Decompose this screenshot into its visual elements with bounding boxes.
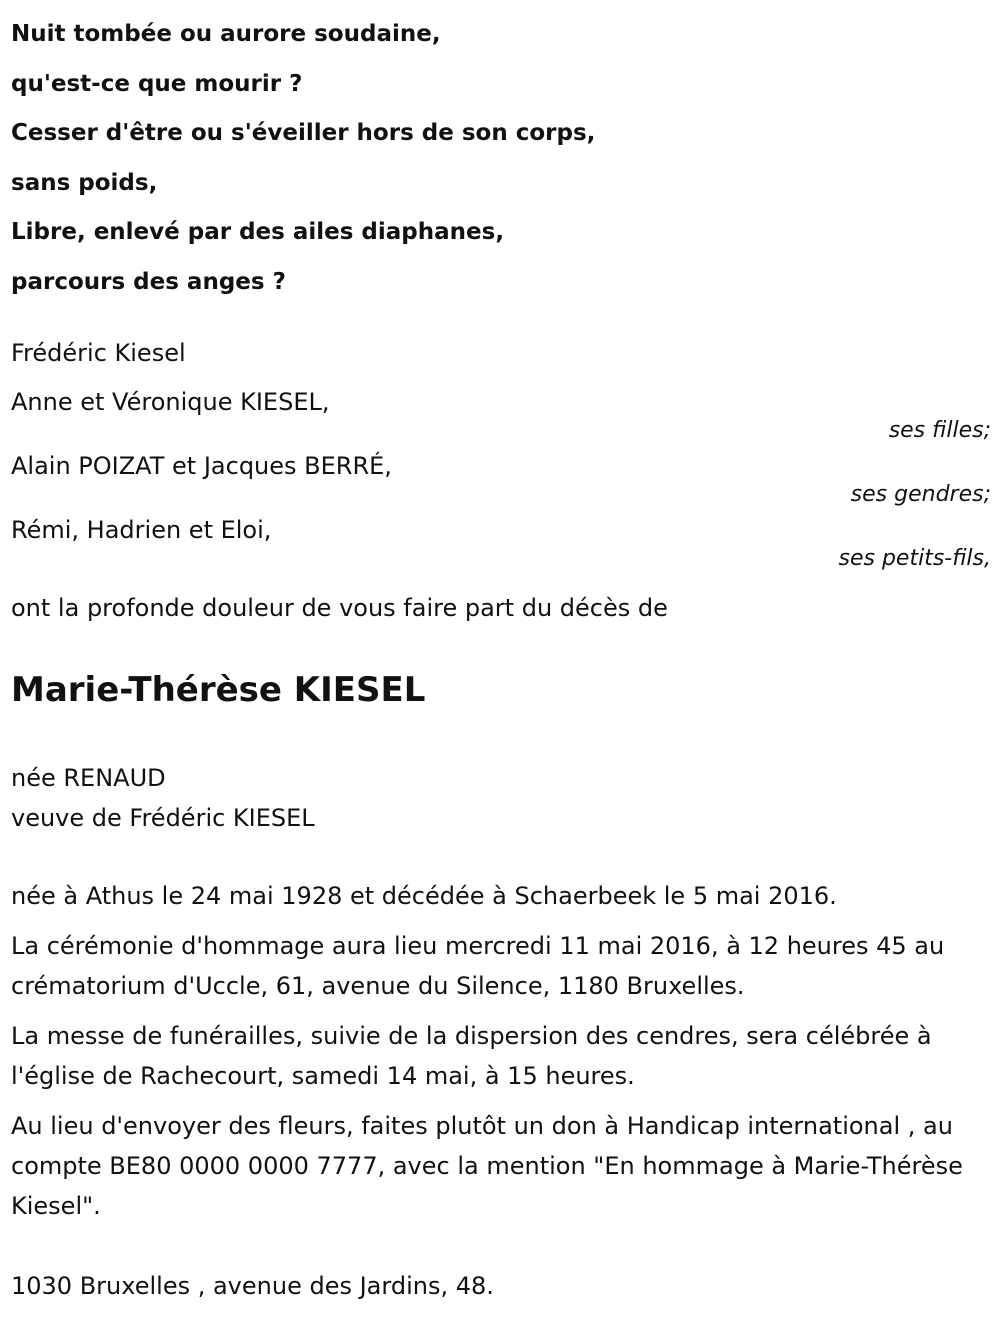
family-relation: ses petits-fils, (838, 546, 991, 571)
mass-info: La messe de funérailles, suivie de la dispersion des cendres, sera célébrée à l'église de Rachecourt, samedi 14 mai, à 15 heures. (11, 1022, 932, 1090)
poem-line: parcours des anges ? (11, 268, 286, 295)
poem-line: Libre, enlevé par des ailes diaphanes, (11, 219, 505, 246)
poem-line: Nuit tombée ou aurore soudaine, (11, 21, 441, 47)
ceremony-info: La cérémonie d'hommage aura lieu mercredi 11 mai 2016, à 12 heures 45 au crématorium d'Uccle, 61, avenue du Silence, 1180 Bruxelles. (11, 932, 945, 1000)
poem (11, 10, 991, 308)
funeral-details (11, 876, 991, 1236)
donation-info: Au lieu d'envoyer des fleurs, faites plutôt un don à Handicap international , au compte BE80 0000 0000 7777, avec la mention "En hommage à Marie-Thérèse Kiesel". (11, 1112, 963, 1220)
family-row (11, 510, 991, 572)
deceased-info (11, 758, 315, 838)
family-relation: ses filles; (888, 418, 991, 443)
widow-of: veuve de Frédéric KIESEL (11, 804, 315, 832)
family-row (11, 446, 991, 508)
family-relation: ses gendres; (850, 482, 991, 507)
birth-death-dates: née à Athus le 24 mai 1928 et décédée à Schaerbeek le 5 mai 2016. (11, 882, 837, 910)
poem-line: sans poids, (11, 169, 158, 196)
family-row (11, 333, 991, 373)
family-member-name: Alain POIZAT et Jacques BERRÉ, (11, 452, 392, 480)
deceased-name: Marie-Thérèse KIESEL (11, 670, 426, 710)
family-member-name: Frédéric Kiesel (11, 339, 186, 367)
poem-line: Cesser d'être ou s'éveiller hors de son corps, (11, 120, 596, 147)
family-list (11, 333, 991, 572)
family-member-name: Anne et Véronique KIESEL, (11, 388, 330, 416)
family-member-name: Rémi, Hadrien et Eloi, (11, 516, 272, 544)
poem-line: qu'est-ce que mourir ? (11, 70, 303, 97)
family-address: 1030 Bruxelles , avenue des Jardins, 48. (11, 1272, 494, 1300)
family-row (11, 382, 991, 444)
announcement-intro: ont la profonde douleur de vous faire part du décès de (11, 594, 668, 622)
maiden-name: née RENAUD (11, 764, 166, 792)
